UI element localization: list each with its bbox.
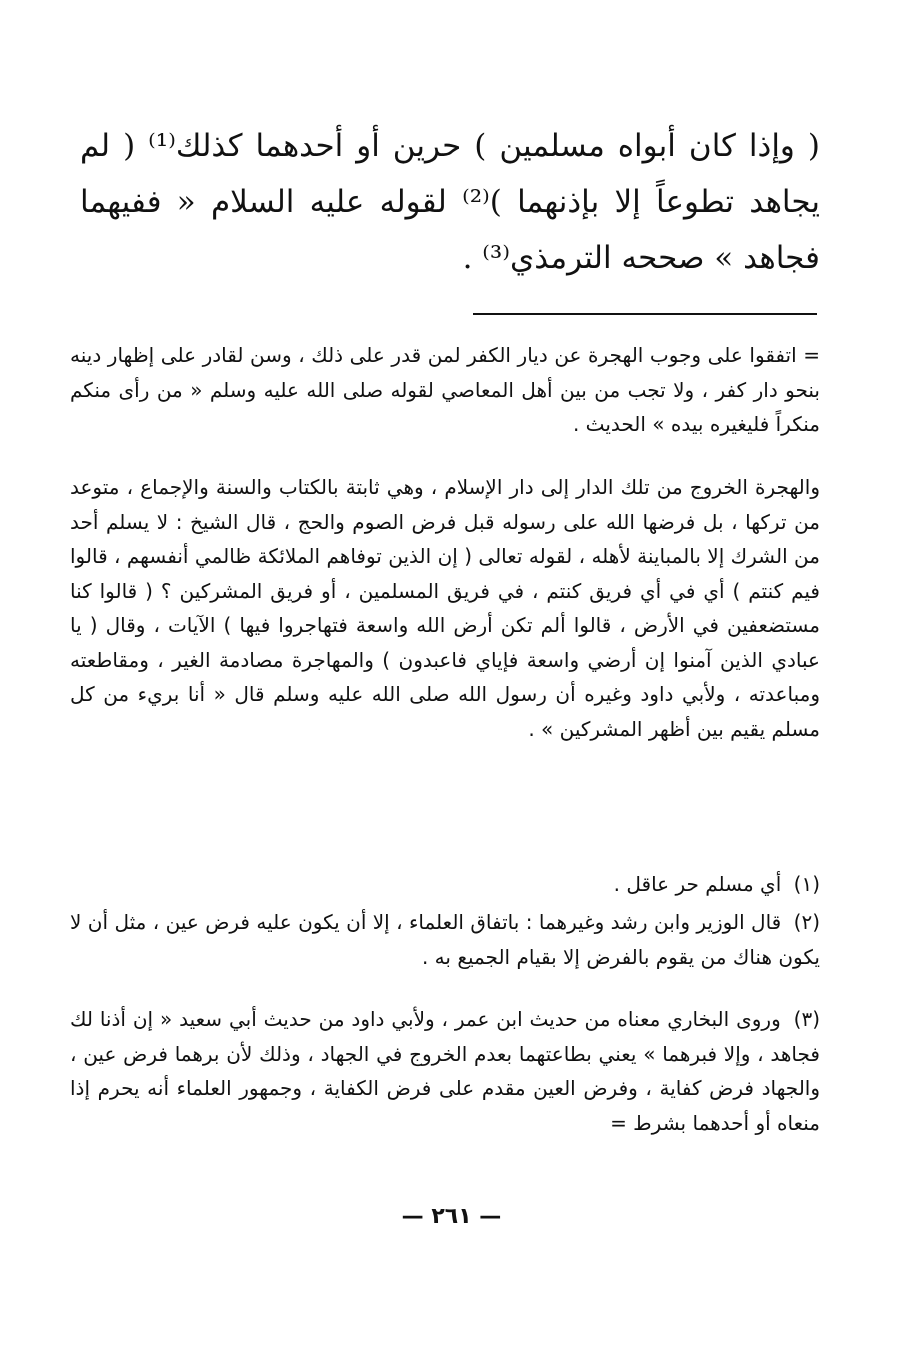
footnote-2-text: قال الوزير وابن رشد وغيرهما : باتفاق العلماء ، إلا أن يكون عليه فرض عين ، مثل أن لا يكون هناك من يقوم بالفرض إلا بقيام الجميع به . (70, 910, 820, 969)
main-text-paragraph: ( وإذا كان أبواه مسلمين ) حرين أو أحدهما كذلك⁽¹⁾ ( لم يجاهد تطوعاً إلا بإذنهما )⁽²⁾ لقوله عليه السلام « ففيهما فجاهد » صححه الترمذي⁽³⁾ . (80, 128, 820, 276)
footnote-divider (473, 313, 817, 315)
footnote-3-number: (٣) (793, 1007, 821, 1031)
footnote-1 (70, 867, 820, 902)
page-number: — ٢٦١ — (401, 1204, 502, 1229)
continued-note-paragraph: = اتفقوا على وجوب الهجرة عن ديار الكفر لمن قدر على ذلك ، وسن لقادر على إظهار دينه بنحو دار كفر ، ولا تجب من بين أهل المعاصي لقوله صلى الله عليه وسلم « من رأى منكم منكراً فليغيره بيده » الحديث . (70, 343, 820, 436)
footnote-2-number: (٢) (793, 910, 821, 934)
footnote-3-text: وروى البخاري معناه من حديث ابن عمر ، ولأبي داود من حديث أبي سعيد « إن أذنا لك فجاهد ، وإلا فبرهما » يعني بطاعتهما بعدم الخروج في الجهاد ، وذلك لأن برهما فرض عين ، والجهاد فرض كفاية ، وفرض العين مقدم على فرض الكفاية ، وجمهور العلماء أنه يحرم إذا منعاه أو أحدهما بشرط = (70, 1007, 820, 1135)
hijra-note-paragraph: والهجرة الخروج من تلك الدار إلى دار الإسلام ، وهي ثابتة بالكتاب والسنة والإجماع ، متوعد من تركها ، بل فرضها الله على رسوله قبل فرض الصوم والحج ، قال الشيخ : لا يسلم أحد من الشرك إلا بالمباينة لأهله ، لقوله تعالى ( إن الذين توفاهم الملائكة ظالمي أنفسهم ، قالوا فيم كنتم ) أي في أي فريق كنتم ، في فريق المسلمين ، أو فريق المشركين ؟ ( قالوا كنا مستضعفين في الأرض ، قالوا ألم تكن أرض الله واسعة فتهاجروا فيها ) الآيات ، وقال ( يا عبادي الذين آمنوا إن أرضي واسعة فإياي فاعبدون ) والمهاجرة مصادمة الغير ، ومقاطعته ومباعدته ، ولأبي داود وغيره أن رسول الله صلى الله عليه وسلم قال « أنا بريء من كل مسلم يقيم بين أظهر المشركين » . (70, 475, 820, 741)
footnote-1-text: أي مسلم حر عاقل . (613, 872, 782, 896)
footnote-1-number: (١) (793, 872, 820, 896)
footnote-3 (70, 1002, 820, 1140)
footnote-2 (70, 905, 820, 974)
